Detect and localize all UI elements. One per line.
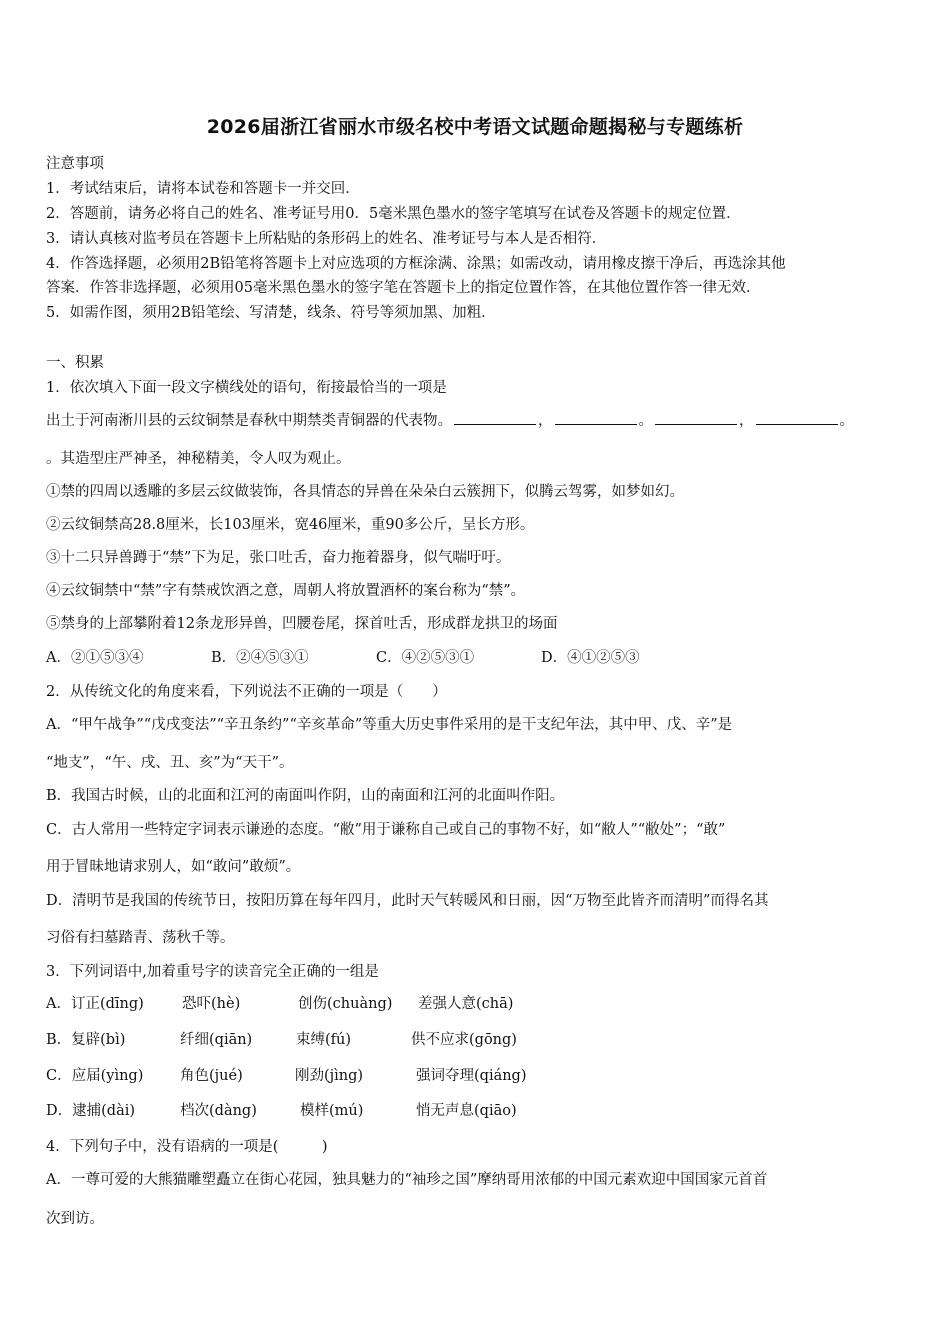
question-1-options xyxy=(46,646,910,667)
question-1-passage xyxy=(46,409,910,430)
separator: ， xyxy=(538,413,553,429)
question-3-row-c xyxy=(46,1064,910,1085)
option-c[interactable]: C．④②⑤③① xyxy=(376,650,475,666)
question-1-passage-end: 。其造型庄严神圣，神秘精美，令人叹为观止。 xyxy=(46,451,351,467)
question-4-stem: 4．下列句子中，没有语病的一项是( ) xyxy=(46,1139,328,1155)
separator: 。 xyxy=(638,413,653,429)
notice-heading: 注意事项 xyxy=(46,156,104,172)
passage-start: 出土于河南淅川县的云纹铜禁是春秋中期禁类青铜器的代表物。 xyxy=(46,413,452,429)
word-item: C．应届(yìng) xyxy=(46,1068,144,1084)
fill-blank-2 xyxy=(555,411,637,425)
notice-item: 5．如需作图，须用2B铅笔绘、写清楚，线条、符号等须加黑、加粗． xyxy=(46,305,496,321)
notice-item: 答案．作答非选择题，必须用05毫米黑色墨水的签字笔在答题卡上的指定位置作答，在其他位置作答一律无效． xyxy=(46,280,761,296)
question-4-line: 次到访。 xyxy=(46,1211,104,1227)
word-item: 模样(mú) xyxy=(300,1103,364,1119)
question-2-line: A．“甲午战争”“戊戌变法”“辛丑条约”“辛亥革命”等重大历史事件采用的是干支纪年法，其中甲、戊、辛”是 xyxy=(46,717,733,733)
question-3-stem: 3．下列词语中,加着重号字的读音完全正确的一组是 xyxy=(46,964,379,980)
word-item: 刚劲(jìng) xyxy=(295,1068,364,1084)
word-item: D．逮捕(dài) xyxy=(46,1103,136,1119)
word-item: 差强人意(chā) xyxy=(418,996,514,1012)
question-2-line: “地支”，“午、戌、丑、亥”为“天干”。 xyxy=(46,755,294,771)
question-2-line: B．我国古时候，山的北面和江河的南面叫作阴，山的南面和江河的北面叫作阳。 xyxy=(46,788,565,804)
question-3-row-b xyxy=(46,1028,910,1049)
option-a[interactable]: A．②①⑤③④ xyxy=(46,650,144,666)
question-2-line: C．古人常用一些特定字词表示谦逊的态度。“敝”用于谦称自己或自己的事物不好，如“敝人”“敝处”；“敢” xyxy=(46,822,726,838)
notice-item: 4．作答选择题，必须用2B铅笔将答题卡上对应选项的方框涂满、涂黑；如需改动，请用橡皮擦干净后，再选涂其他 xyxy=(46,256,786,272)
word-item: 档次(dàng) xyxy=(180,1103,257,1119)
question-1-sentence: ⑤禁身的上部攀附着12条龙形异兽，凹腰卷尾，探首吐舌，形成群龙拱卫的场面 xyxy=(46,616,558,632)
word-item: 纤细(qiān) xyxy=(180,1032,253,1048)
option-d[interactable]: D．④①②⑤③ xyxy=(541,650,640,666)
notice-item: 3．请认真核对监考员在答题卡上所粘贴的条形码上的姓名、准考证号与本人是否相符． xyxy=(46,231,607,247)
word-item: 创伤(chuàng) xyxy=(298,996,393,1012)
fill-blank-4 xyxy=(756,411,838,425)
word-item: 束缚(fú) xyxy=(296,1032,352,1048)
page-title: 2026届浙江省丽水市级名校中考语文试题命题揭秘与专题练析 xyxy=(206,116,744,138)
separator: 。 xyxy=(839,413,854,429)
question-2-line: D．清明节是我国的传统节日，按阳历算在每年四月，此时天气转暖风和日丽，因“万物至此皆齐而清明”而得名其 xyxy=(46,893,769,909)
question-1-sentence: ③十二只异兽蹲于“禁”下为足，张口吐舌，奋力拖着器身，似气喘吁吁。 xyxy=(46,550,511,566)
separator: ， xyxy=(739,413,754,429)
question-3-row-d xyxy=(46,1099,910,1120)
word-item: 恐吓(hè) xyxy=(182,996,241,1012)
question-1-sentence: ④云纹铜禁中“禁”字有禁戒饮酒之意，周朝人将放置酒杯的案台称为“禁”。 xyxy=(46,583,526,599)
option-b[interactable]: B．②④⑤③① xyxy=(211,650,309,666)
question-1-sentence: ②云纹铜禁高28.8厘米，长103厘米，宽46厘米，重90多公斤，呈长方形。 xyxy=(46,517,535,533)
fill-blank-3 xyxy=(655,411,737,425)
question-2-stem: 2．从传统文化的角度来看，下列说法不正确的一项是（ ） xyxy=(46,684,447,700)
question-2-line: 习俗有扫墓踏青、荡秋千等。 xyxy=(46,930,235,946)
section-heading: 一、积累 xyxy=(46,355,104,371)
word-item: B．复辟(bì) xyxy=(46,1032,126,1048)
notice-item: 1．考试结束后，请将本试卷和答题卡一并交回． xyxy=(46,181,360,197)
question-1-sentence: ①禁的四周以透雕的多层云纹做装饰，各具情态的异兽在朵朵白云簇拥下，似腾云驾雾，如梦如幻。 xyxy=(46,484,684,500)
word-item: A．订正(dīng) xyxy=(46,996,144,1012)
fill-blank-1 xyxy=(454,411,536,425)
question-2-line: 用于冒昧地请求别人，如“敢问”敢烦”。 xyxy=(46,859,301,875)
word-item: 角色(jué) xyxy=(180,1068,243,1084)
word-item: 供不应求(gōng) xyxy=(411,1032,517,1048)
notice-item: 2．答题前，请务必将自己的姓名、准考证号用0．5毫米黑色墨水的签字笔填写在试卷及答题卡的规定位置． xyxy=(46,206,741,222)
question-3-row-a xyxy=(46,992,910,1013)
question-4-line: A．一尊可爱的大熊猫雕塑矗立在街心花园，独具魅力的“袖珍之国”摩纳哥用浓郁的中国元素欢迎中国国家元首首 xyxy=(46,1172,768,1188)
question-1-stem: 1．依次填入下面一段文字横线处的语句，衔接最恰当的一项是 xyxy=(46,380,447,396)
word-item: 悄无声息(qiāo) xyxy=(416,1103,517,1119)
word-item: 强词夺理(qiáng) xyxy=(416,1068,527,1084)
